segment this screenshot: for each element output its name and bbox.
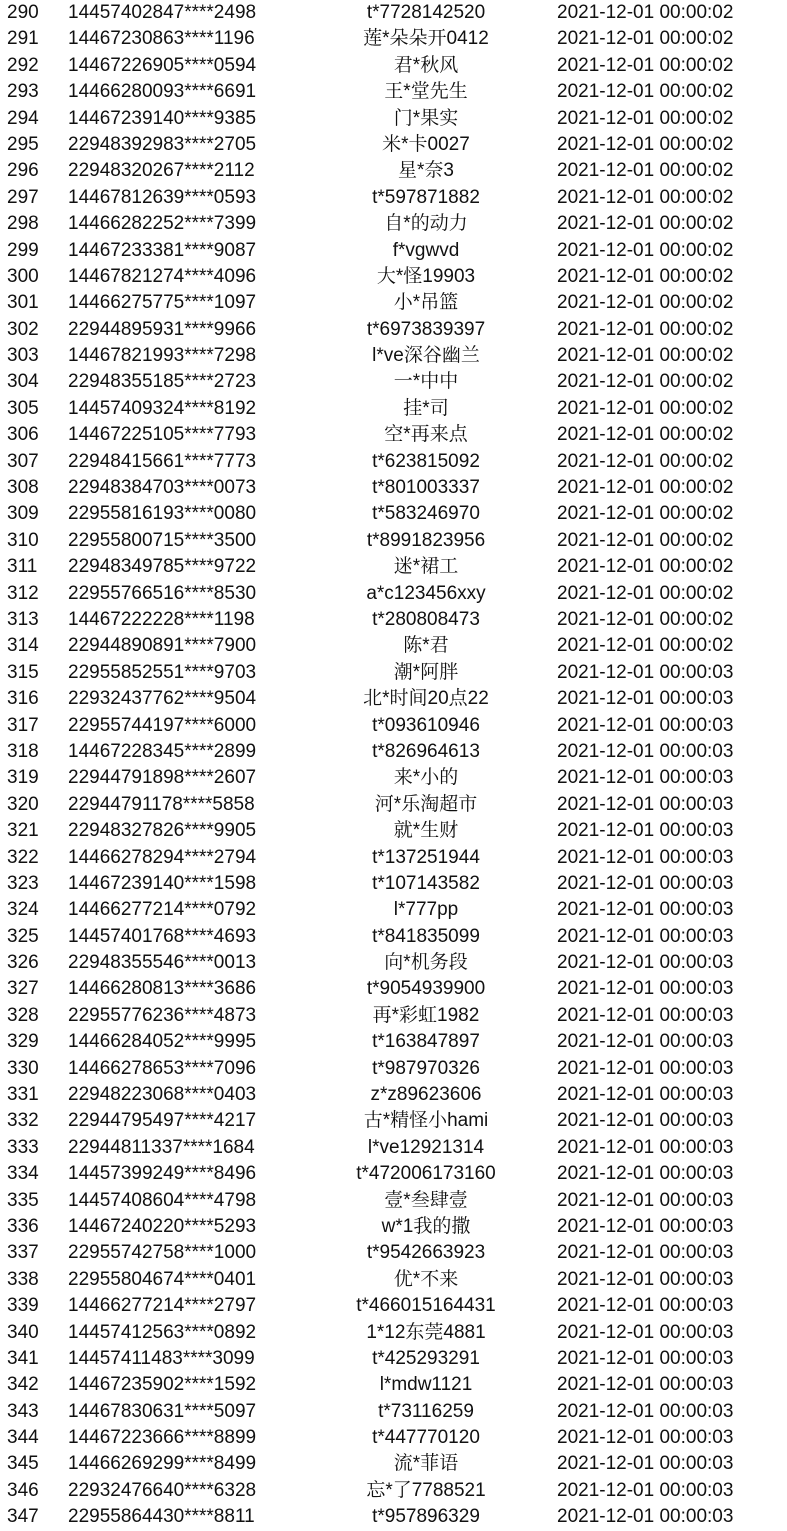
masked-username: 河*乐淘超市 — [374, 793, 478, 815]
table-row — [0, 0, 787, 26]
masked-username: t*841835099 — [372, 925, 480, 947]
table-row — [0, 1372, 787, 1398]
masked-username: t*9054939900 — [366, 978, 486, 1000]
row-number: 314 — [7, 635, 39, 657]
row-number: 334 — [7, 1163, 39, 1185]
table-row — [0, 1240, 787, 1266]
row-number: 298 — [7, 213, 39, 235]
masked-username: 迷*裙工 — [393, 556, 459, 578]
timestamp: 2021-12-01 00:00:02 — [557, 107, 734, 129]
timestamp: 2021-12-01 00:00:02 — [557, 529, 734, 551]
masked-id: 14467821993****7298 — [68, 345, 257, 367]
table-row — [0, 53, 787, 79]
row-number: 312 — [7, 582, 39, 604]
row-number: 313 — [7, 608, 39, 630]
table-row — [0, 369, 787, 395]
row-number: 329 — [7, 1031, 39, 1053]
table-row — [0, 633, 787, 659]
masked-username: t*7728142520 — [366, 2, 486, 23]
masked-id: 14466282252****7399 — [68, 213, 257, 235]
table-row — [0, 845, 787, 871]
table-row — [0, 1029, 787, 1055]
masked-id: 22948327826****9905 — [68, 820, 257, 842]
timestamp: 2021-12-01 00:00:02 — [557, 635, 734, 657]
row-number: 338 — [7, 1268, 39, 1290]
row-number: 292 — [7, 54, 39, 76]
row-number: 326 — [7, 952, 39, 974]
row-number: 346 — [7, 1479, 39, 1501]
table-row — [0, 1267, 787, 1293]
masked-username: 古*精怪小hami — [363, 1110, 489, 1132]
row-number: 302 — [7, 318, 39, 340]
timestamp: 2021-12-01 00:00:03 — [557, 740, 734, 762]
masked-username: 再*彩虹1982 — [372, 1004, 480, 1026]
masked-id: 14457411483****3099 — [68, 1347, 255, 1369]
row-number: 320 — [7, 793, 39, 815]
timestamp: 2021-12-01 00:00:03 — [557, 872, 734, 894]
timestamp: 2021-12-01 00:00:02 — [557, 186, 734, 208]
row-number: 309 — [7, 503, 39, 525]
table-row — [0, 924, 787, 950]
masked-id: 22948223068****0403 — [68, 1084, 257, 1106]
masked-id: 22955776236****4873 — [68, 1004, 257, 1026]
masked-username: t*73116259 — [378, 1400, 474, 1422]
table-row — [0, 554, 787, 580]
timestamp: 2021-12-01 00:00:03 — [557, 1427, 734, 1449]
table-row — [0, 897, 787, 923]
masked-id: 14467239140****9385 — [68, 107, 257, 129]
masked-id: 14457402847****2498 — [68, 2, 257, 23]
row-number: 335 — [7, 1189, 39, 1211]
masked-username: t*447770120 — [372, 1427, 480, 1449]
table-row — [0, 607, 787, 633]
table-row — [0, 1135, 787, 1161]
table-row — [0, 1320, 787, 1346]
table-row — [0, 1478, 787, 1504]
timestamp: 2021-12-01 00:00:03 — [557, 1347, 734, 1369]
masked-id: 14457409324****8192 — [68, 397, 257, 419]
row-number: 330 — [7, 1057, 39, 1079]
masked-username: t*280808473 — [372, 608, 480, 630]
table-row — [0, 211, 787, 237]
table-row — [0, 976, 787, 1002]
table-row — [0, 343, 787, 369]
masked-username: 优*不来 — [393, 1268, 459, 1290]
masked-id: 22944791898****2607 — [68, 767, 257, 789]
masked-username: t*6973839397 — [366, 318, 486, 340]
masked-username: 来*小的 — [393, 767, 459, 789]
masked-id: 22955766516****8530 — [68, 582, 257, 604]
table-row — [0, 1082, 787, 1108]
masked-username: t*623815092 — [372, 450, 480, 472]
timestamp: 2021-12-01 00:00:03 — [557, 952, 734, 974]
masked-username: t*987970326 — [372, 1057, 480, 1079]
masked-username: t*425293291 — [372, 1347, 480, 1369]
timestamp: 2021-12-01 00:00:02 — [557, 160, 734, 182]
masked-username: t*472006173160 — [356, 1163, 496, 1185]
timestamp: 2021-12-01 00:00:02 — [557, 265, 734, 287]
row-number: 291 — [7, 28, 39, 50]
masked-id: 22948355546****0013 — [68, 952, 257, 974]
table-row — [0, 792, 787, 818]
timestamp: 2021-12-01 00:00:03 — [557, 925, 734, 947]
masked-username: t*8991823956 — [366, 529, 486, 551]
table-row — [0, 1451, 787, 1477]
timestamp: 2021-12-01 00:00:02 — [557, 608, 734, 630]
timestamp: 2021-12-01 00:00:02 — [557, 213, 734, 235]
masked-id: 14467228345****2899 — [68, 740, 257, 762]
masked-username: 大*怪19903 — [376, 265, 476, 287]
table-row — [0, 475, 787, 501]
masked-username: 向*机务段 — [384, 952, 468, 974]
masked-id: 22944791178****5858 — [68, 793, 255, 815]
table-row — [0, 739, 787, 765]
timestamp: 2021-12-01 00:00:02 — [557, 133, 734, 155]
masked-username: 一*中中 — [393, 371, 459, 393]
table-row — [0, 449, 787, 475]
row-number: 323 — [7, 872, 39, 894]
masked-id: 22932437762****9504 — [68, 688, 257, 710]
row-number: 304 — [7, 371, 39, 393]
masked-id: 14467812639****0593 — [68, 186, 257, 208]
timestamp: 2021-12-01 00:00:03 — [557, 1268, 734, 1290]
masked-id: 14466275775****1097 — [68, 292, 257, 314]
masked-username: 米*卡0027 — [382, 133, 470, 155]
row-number: 322 — [7, 846, 39, 868]
masked-id: 14466284052****9995 — [68, 1031, 257, 1053]
row-number: 305 — [7, 397, 39, 419]
table-row — [0, 1056, 787, 1082]
row-number: 332 — [7, 1110, 39, 1132]
masked-id: 14467226905****0594 — [68, 54, 257, 76]
row-number: 321 — [7, 820, 39, 842]
row-number: 293 — [7, 81, 39, 103]
row-number: 296 — [7, 160, 39, 182]
row-number: 328 — [7, 1004, 39, 1026]
table-row — [0, 1346, 787, 1372]
timestamp: 2021-12-01 00:00:03 — [557, 899, 734, 921]
masked-id: 14457399249****8496 — [68, 1163, 257, 1185]
masked-username: f*vgwvd — [392, 239, 460, 261]
table-row — [0, 185, 787, 211]
row-number: 333 — [7, 1136, 39, 1158]
row-number: 307 — [7, 450, 39, 472]
timestamp: 2021-12-01 00:00:03 — [557, 1321, 734, 1343]
masked-username: l*777pp — [393, 899, 459, 921]
masked-id: 22955864430****8811 — [68, 1506, 255, 1528]
row-number: 297 — [7, 186, 39, 208]
timestamp: 2021-12-01 00:00:02 — [557, 371, 734, 393]
timestamp: 2021-12-01 00:00:03 — [557, 1004, 734, 1026]
row-number: 336 — [7, 1215, 39, 1237]
timestamp: 2021-12-01 00:00:03 — [557, 1084, 734, 1106]
row-number: 342 — [7, 1374, 39, 1396]
masked-id: 22948384703****0073 — [68, 477, 257, 499]
masked-id: 14466269299****8499 — [68, 1453, 257, 1475]
table-row — [0, 158, 787, 184]
timestamp: 2021-12-01 00:00:03 — [557, 767, 734, 789]
table-row — [0, 422, 787, 448]
timestamp: 2021-12-01 00:00:03 — [557, 1479, 734, 1501]
timestamp: 2021-12-01 00:00:02 — [557, 556, 734, 578]
row-number: 290 — [7, 2, 39, 23]
masked-username: 莲*朵朵开0412 — [363, 28, 489, 50]
row-number: 345 — [7, 1453, 39, 1475]
masked-id: 14467821274****4096 — [68, 265, 257, 287]
row-number: 339 — [7, 1295, 39, 1317]
masked-id: 14466280093****6691 — [68, 81, 257, 103]
timestamp: 2021-12-01 00:00:02 — [557, 54, 734, 76]
row-number: 294 — [7, 107, 39, 129]
row-number: 315 — [7, 661, 39, 683]
masked-id: 14467233381****9087 — [68, 239, 257, 261]
masked-id: 14467240220****5293 — [68, 1215, 257, 1237]
row-number: 347 — [7, 1506, 39, 1528]
table-row — [0, 765, 787, 791]
row-number: 316 — [7, 688, 39, 710]
timestamp: 2021-12-01 00:00:03 — [557, 820, 734, 842]
masked-username: 陈*君 — [403, 635, 449, 657]
masked-username: w*1我的撒 — [381, 1215, 471, 1237]
table-row — [0, 264, 787, 290]
table-row — [0, 528, 787, 554]
timestamp: 2021-12-01 00:00:03 — [557, 1374, 734, 1396]
masked-username: 北*时间20点22 — [363, 688, 489, 710]
masked-username: t*093610946 — [372, 714, 480, 736]
masked-id: 14457408604****4798 — [68, 1189, 257, 1211]
masked-id: 22944890891****7900 — [68, 635, 257, 657]
timestamp: 2021-12-01 00:00:03 — [557, 1242, 734, 1264]
table-row — [0, 686, 787, 712]
table-row — [0, 660, 787, 686]
timestamp: 2021-12-01 00:00:03 — [557, 1031, 734, 1053]
masked-id: 14466277214****0792 — [68, 899, 257, 921]
row-number: 341 — [7, 1347, 39, 1369]
table-row — [0, 1003, 787, 1029]
masked-id: 22948415661****7773 — [68, 450, 257, 472]
masked-id: 14467830631****5097 — [68, 1400, 257, 1422]
table-row — [0, 501, 787, 527]
masked-username: t*957896329 — [372, 1506, 480, 1528]
masked-id: 22948320267****2112 — [68, 160, 255, 182]
row-number: 317 — [7, 714, 39, 736]
table-row — [0, 1188, 787, 1214]
masked-username: t*9542663923 — [366, 1242, 486, 1264]
row-number: 311 — [7, 556, 38, 578]
masked-id: 22944811337****1684 — [68, 1136, 255, 1158]
timestamp: 2021-12-01 00:00:03 — [557, 1506, 734, 1528]
timestamp: 2021-12-01 00:00:03 — [557, 688, 734, 710]
table-row — [0, 132, 787, 158]
table-row — [0, 581, 787, 607]
table-row — [0, 713, 787, 739]
timestamp: 2021-12-01 00:00:03 — [557, 1110, 734, 1132]
timestamp: 2021-12-01 00:00:02 — [557, 81, 734, 103]
timestamp: 2021-12-01 00:00:03 — [557, 1057, 734, 1079]
timestamp: 2021-12-01 00:00:03 — [557, 793, 734, 815]
row-number: 325 — [7, 925, 39, 947]
masked-username: t*597871882 — [372, 186, 480, 208]
table-row — [0, 1108, 787, 1134]
timestamp: 2021-12-01 00:00:02 — [557, 318, 734, 340]
masked-id: 14467222228****1198 — [68, 608, 255, 630]
table-row — [0, 1425, 787, 1451]
table-row — [0, 1293, 787, 1319]
table-row — [0, 79, 787, 105]
row-number: 299 — [7, 239, 39, 261]
masked-id: 14457401768****4693 — [68, 925, 257, 947]
table-row — [0, 106, 787, 132]
masked-id: 14457412563****0892 — [68, 1321, 257, 1343]
table-row — [0, 1399, 787, 1425]
table-row — [0, 1504, 787, 1530]
masked-username: t*107143582 — [372, 872, 480, 894]
table-row — [0, 26, 787, 52]
timestamp: 2021-12-01 00:00:02 — [557, 2, 734, 23]
masked-username: l*ve12921314 — [367, 1136, 485, 1158]
masked-id: 22955816193****0080 — [68, 503, 257, 525]
masked-id: 14466277214****2797 — [68, 1295, 257, 1317]
timestamp: 2021-12-01 00:00:03 — [557, 1295, 734, 1317]
masked-id: 14467225105****7793 — [68, 424, 257, 446]
masked-username: 忘*了7788521 — [366, 1479, 486, 1501]
timestamp: 2021-12-01 00:00:02 — [557, 292, 734, 314]
masked-username: l*mdw1121 — [379, 1374, 473, 1396]
row-number: 318 — [7, 740, 39, 762]
timestamp: 2021-12-01 00:00:03 — [557, 661, 734, 683]
table-row — [0, 818, 787, 844]
timestamp: 2021-12-01 00:00:02 — [557, 477, 734, 499]
masked-username: 挂*司 — [403, 397, 449, 419]
timestamp: 2021-12-01 00:00:03 — [557, 1400, 734, 1422]
row-number: 310 — [7, 529, 39, 551]
table-row — [0, 396, 787, 422]
row-number: 324 — [7, 899, 39, 921]
timestamp: 2021-12-01 00:00:03 — [557, 714, 734, 736]
masked-id: 14467239140****1598 — [68, 872, 257, 894]
masked-id: 22944895931****9966 — [68, 318, 257, 340]
masked-username: t*801003337 — [372, 477, 480, 499]
table-row — [0, 238, 787, 264]
timestamp: 2021-12-01 00:00:02 — [557, 239, 734, 261]
table-row — [0, 1161, 787, 1187]
table-row — [0, 290, 787, 316]
row-number: 300 — [7, 265, 39, 287]
timestamp: 2021-12-01 00:00:02 — [557, 450, 734, 472]
row-number: 343 — [7, 1400, 39, 1422]
timestamp: 2021-12-01 00:00:03 — [557, 1215, 734, 1237]
masked-username: 君*秋风 — [393, 54, 459, 76]
row-number: 331 — [7, 1084, 39, 1106]
row-number: 344 — [7, 1427, 39, 1449]
table-row — [0, 1214, 787, 1240]
masked-id: 22955800715****3500 — [68, 529, 257, 551]
masked-username: 小*吊篮 — [393, 292, 459, 314]
masked-id: 14467230863****1196 — [68, 28, 255, 50]
masked-id: 14466280813****3686 — [68, 978, 257, 1000]
masked-id: 22944795497****4217 — [68, 1110, 257, 1132]
table-row — [0, 317, 787, 343]
row-number: 306 — [7, 424, 39, 446]
timestamp: 2021-12-01 00:00:02 — [557, 424, 734, 446]
masked-username: 流*菲语 — [393, 1453, 459, 1475]
masked-username: a*c123456xxy — [366, 582, 486, 604]
masked-username: 1*12东莞4881 — [366, 1321, 486, 1343]
masked-username: t*163847897 — [372, 1031, 480, 1053]
masked-username: l*ve深谷幽兰 — [372, 345, 480, 367]
masked-username: 就*生财 — [393, 820, 459, 842]
masked-username: t*826964613 — [372, 740, 480, 762]
masked-id: 14467235902****1592 — [68, 1374, 257, 1396]
timestamp: 2021-12-01 00:00:02 — [557, 345, 734, 367]
masked-id: 22955852551****9703 — [68, 661, 257, 683]
timestamp: 2021-12-01 00:00:02 — [557, 28, 734, 50]
masked-id: 22955744197****6000 — [68, 714, 257, 736]
timestamp: 2021-12-01 00:00:03 — [557, 1453, 734, 1475]
row-number: 327 — [7, 978, 39, 1000]
row-number: 319 — [7, 767, 39, 789]
timestamp: 2021-12-01 00:00:02 — [557, 582, 734, 604]
masked-username: 空*再来点 — [384, 424, 468, 446]
masked-id: 14466278294****2794 — [68, 846, 257, 868]
timestamp: 2021-12-01 00:00:02 — [557, 503, 734, 525]
timestamp: 2021-12-01 00:00:03 — [557, 978, 734, 1000]
masked-username: t*137251944 — [372, 846, 480, 868]
masked-username: 自*的动力 — [384, 213, 468, 235]
row-number: 295 — [7, 133, 39, 155]
masked-id: 22948392983****2705 — [68, 133, 257, 155]
timestamp: 2021-12-01 00:00:02 — [557, 397, 734, 419]
timestamp: 2021-12-01 00:00:03 — [557, 1189, 734, 1211]
masked-id: 14467223666****8899 — [68, 1427, 257, 1449]
masked-username: 星*奈3 — [398, 160, 454, 182]
masked-id: 22948355185****2723 — [68, 371, 257, 393]
masked-username: z*z89623606 — [370, 1084, 482, 1106]
row-number: 303 — [7, 345, 39, 367]
timestamp: 2021-12-01 00:00:03 — [557, 1163, 734, 1185]
timestamp: 2021-12-01 00:00:03 — [557, 1136, 734, 1158]
masked-id: 22948349785****9722 — [68, 556, 257, 578]
masked-username: 潮*阿胖 — [393, 661, 459, 683]
masked-username: t*583246970 — [372, 503, 480, 525]
timestamp: 2021-12-01 00:00:03 — [557, 846, 734, 868]
masked-id: 22955742758****1000 — [68, 1242, 257, 1264]
masked-username: t*466015164431 — [356, 1295, 496, 1317]
masked-username: 壹*叁肆壹 — [384, 1189, 468, 1211]
row-number: 340 — [7, 1321, 39, 1343]
masked-id: 22955804674****0401 — [68, 1268, 257, 1290]
table-row — [0, 950, 787, 976]
masked-id: 14466278653****7096 — [68, 1057, 257, 1079]
masked-id: 22932476640****6328 — [68, 1479, 257, 1501]
masked-username: 王*堂先生 — [384, 81, 468, 103]
row-number: 337 — [7, 1242, 39, 1264]
row-number: 301 — [7, 292, 39, 314]
row-number: 308 — [7, 477, 39, 499]
table-row — [0, 871, 787, 897]
masked-username: 门*果实 — [393, 107, 459, 129]
